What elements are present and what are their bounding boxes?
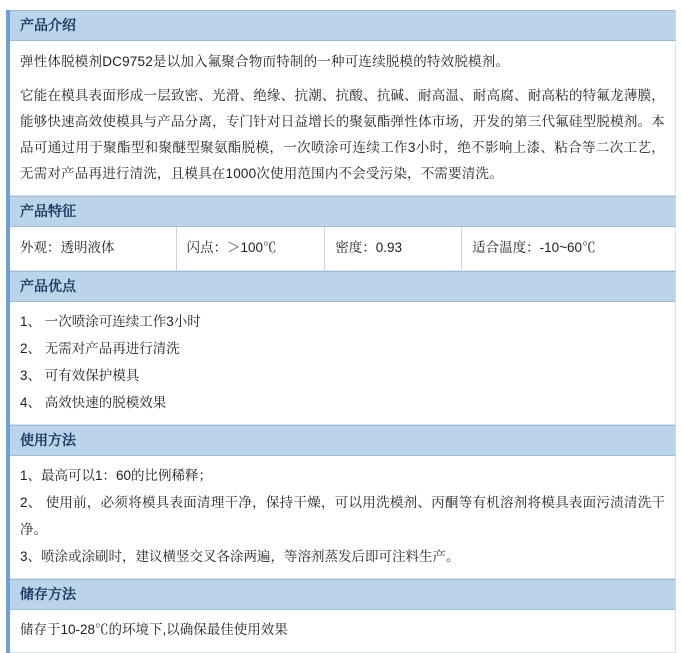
- list-item: 4、 高效快速的脱模效果: [20, 395, 167, 410]
- list-item: 1、最高可以1：60的比例稀释；: [20, 468, 213, 483]
- list-item: 2、 使用前，必须将模具表面清理干净，保持干燥，可以用洗模剂、丙酮等有机溶剂将模具表面污渍清洗干净。: [20, 495, 665, 537]
- section-body-advantages: [10, 302, 676, 425]
- list-item: 2、 无需对产品再进行清洗: [20, 341, 180, 356]
- list-item: 3、喷涂或涂刷时，建议横竖交叉各涂两遍，等溶剂蒸发后即可注料生产。: [20, 549, 460, 564]
- spec-label-density: 密度：: [335, 240, 376, 255]
- section-body-intro: [10, 41, 676, 196]
- spec-label-appearance: 外观：: [20, 240, 61, 255]
- spec-value-temperature: -10~60℃: [539, 240, 596, 255]
- spec-value-flashpoint: ＞100℃: [227, 240, 277, 255]
- section-header-storage: 储存方法: [10, 579, 676, 610]
- section-body-usage: [10, 456, 676, 579]
- spec-label-flashpoint: 闪点：: [186, 240, 228, 255]
- spec-cell-flashpoint: [176, 227, 325, 270]
- product-datasheet-page: [0, 10, 682, 653]
- section-header-intro: 产品介绍: [10, 10, 676, 41]
- section-header-usage: 使用方法: [10, 425, 676, 456]
- advantages-list: [10, 302, 675, 424]
- spec-label-temperature: 适合温度：: [472, 240, 540, 255]
- spec-value-density: 0.93: [375, 240, 403, 255]
- list-item: 3、 可有效保护模具: [20, 368, 140, 383]
- intro-paragraph-2: 它能在模具表面形成一层致密、光滑、绝缘、抗潮、抗酸、抗碱、耐高温、耐高腐、耐高粘的特氟龙薄膜，能够快速高效使模具与产品分离，专门针对日益增长的聚氨酯弹性体市场，开发的第三代氟硅型脱模剂。本品可通过用于聚酯型和聚醚型聚氨酯脱模，一次喷涂可连续工作3小时，绝不影响上漆、粘合等二次工艺，无需对产品再进行清洗，且模具在1000次使用范围内不会受污染，不需要清洗。: [20, 88, 665, 181]
- intro-paragraph-1: 弹性体脱模剂DC9752是以加入氟聚合物而特制的一种可连续脱模的特效脱模剂。: [20, 54, 510, 69]
- specs-table: [10, 227, 675, 270]
- spec-cell-appearance: [10, 227, 176, 270]
- usage-list: [10, 456, 675, 578]
- section-header-advantages: 产品优点: [10, 271, 676, 302]
- spec-value-appearance: 透明液体: [60, 240, 115, 255]
- section-body-storage: [10, 610, 676, 653]
- section-body-features: [10, 227, 676, 271]
- table-row: [10, 227, 675, 270]
- spec-cell-temperature: [462, 227, 675, 270]
- datasheet-body: [6, 10, 676, 653]
- list-item: 1、 一次喷涂可连续工作3小时: [20, 314, 201, 329]
- storage-text: 储存于10-28℃的环境下,以确保最佳使用效果: [20, 622, 288, 637]
- section-header-features: 产品特征: [10, 196, 676, 227]
- spec-cell-density: [325, 227, 462, 270]
